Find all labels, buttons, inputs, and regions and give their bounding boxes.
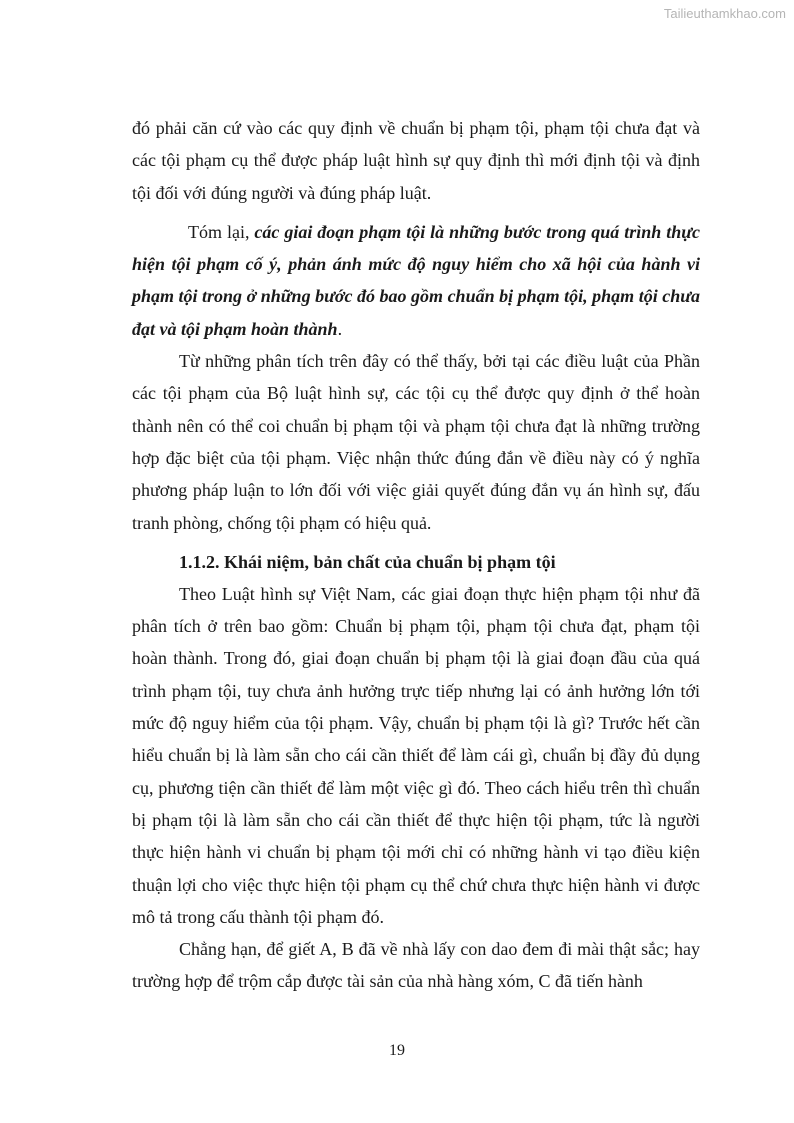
paragraph-concept: Theo Luật hình sự Việt Nam, các giai đoạn thực hiện phạm tội như đã phân tích ở trên bao gồm: Chuẩn bị phạm tội, phạm tội chưa đạt, phạm tội hoàn thành. Trong đó, giai đoạn chuẩn bị phạm tội là giai đoạn đầu của quá trình phạm tội, tuy chưa ảnh hưởng trực tiếp nhưng lại có ảnh hưởng lớn tới mức độ nguy hiểm của tội phạm. Vậy, chuẩn bị phạm tội là gì? Trước hết cần hiểu chuẩn bị là làm sẵn cho cái cần thiết để làm cái gì, chuẩn bị đầy đủ dụng cụ, phương tiện cần thiết để làm một việc gì đó. Theo cách hiểu trên thì chuẩn bị phạm tội là làm sẵn cho cái cần thiết để thực hiện tội phạm, tức là người thực hiện hành vi chuẩn bị phạm tội mới chỉ có những hành vi tạo điều kiện thuận lợi cho việc thực hiện tội phạm cụ thể chứ chưa thực hiện hành vi được mô tả trong cấu thành tội phạm đó. (132, 583, 700, 927)
summary-lead: Tóm lại, (188, 221, 255, 242)
paragraph-example: Chẳng hạn, để giết A, B đã về nhà lấy con dao đem đi mài thật sắc; hay trường hợp để trộm cắp được tài sản của nhà hàng xóm, C đã tiến hành (132, 939, 700, 992)
paragraph-summary (132, 216, 700, 345)
paragraph-analysis: Từ những phân tích trên đây có thể thấy, bởi tại các điều luật của Phần các tội phạm của Bộ luật hình sự, các tội cụ thể được quy định ở thể hoàn thành nên có thể coi chuẩn bị phạm tội và phạm tội chưa đạt là những trường hợp đặc biệt của tội phạm. Việc nhận thức đúng đắn về điều này có ý nghĩa phương pháp luận to lớn đối với việc giải quyết đúng đắn vụ án hình sự, đấu tranh phòng, chống tội phạm có hiệu quả. (132, 351, 700, 533)
page-number: 19 (389, 1042, 405, 1059)
document-body (132, 112, 700, 998)
paragraph-continuation: đó phải căn cứ vào các quy định về chuẩn bị phạm tội, phạm tội chưa đạt và các tội phạm cụ thể được pháp luật hình sự quy định thì mới định tội và định tội đối với đúng người và đúng pháp luật. (132, 118, 700, 203)
watermark: Tailieuthamkhao.com (663, 6, 786, 21)
section-heading: 1.1.2. Khái niệm, bản chất của chuẩn bị phạm tội (179, 551, 556, 572)
summary-end: . (337, 318, 343, 339)
summary-emphasis: các giai đoạn phạm tội là những bước trong quá trình thực hiện tội phạm cố ý, phản ánh mức độ nguy hiểm cho xã hội của hành vi phạm tội trong ở những bước đó bao gồm chuẩn bị phạm tội, phạm tội chưa đạt và tội phạm hoàn thành (132, 221, 700, 339)
